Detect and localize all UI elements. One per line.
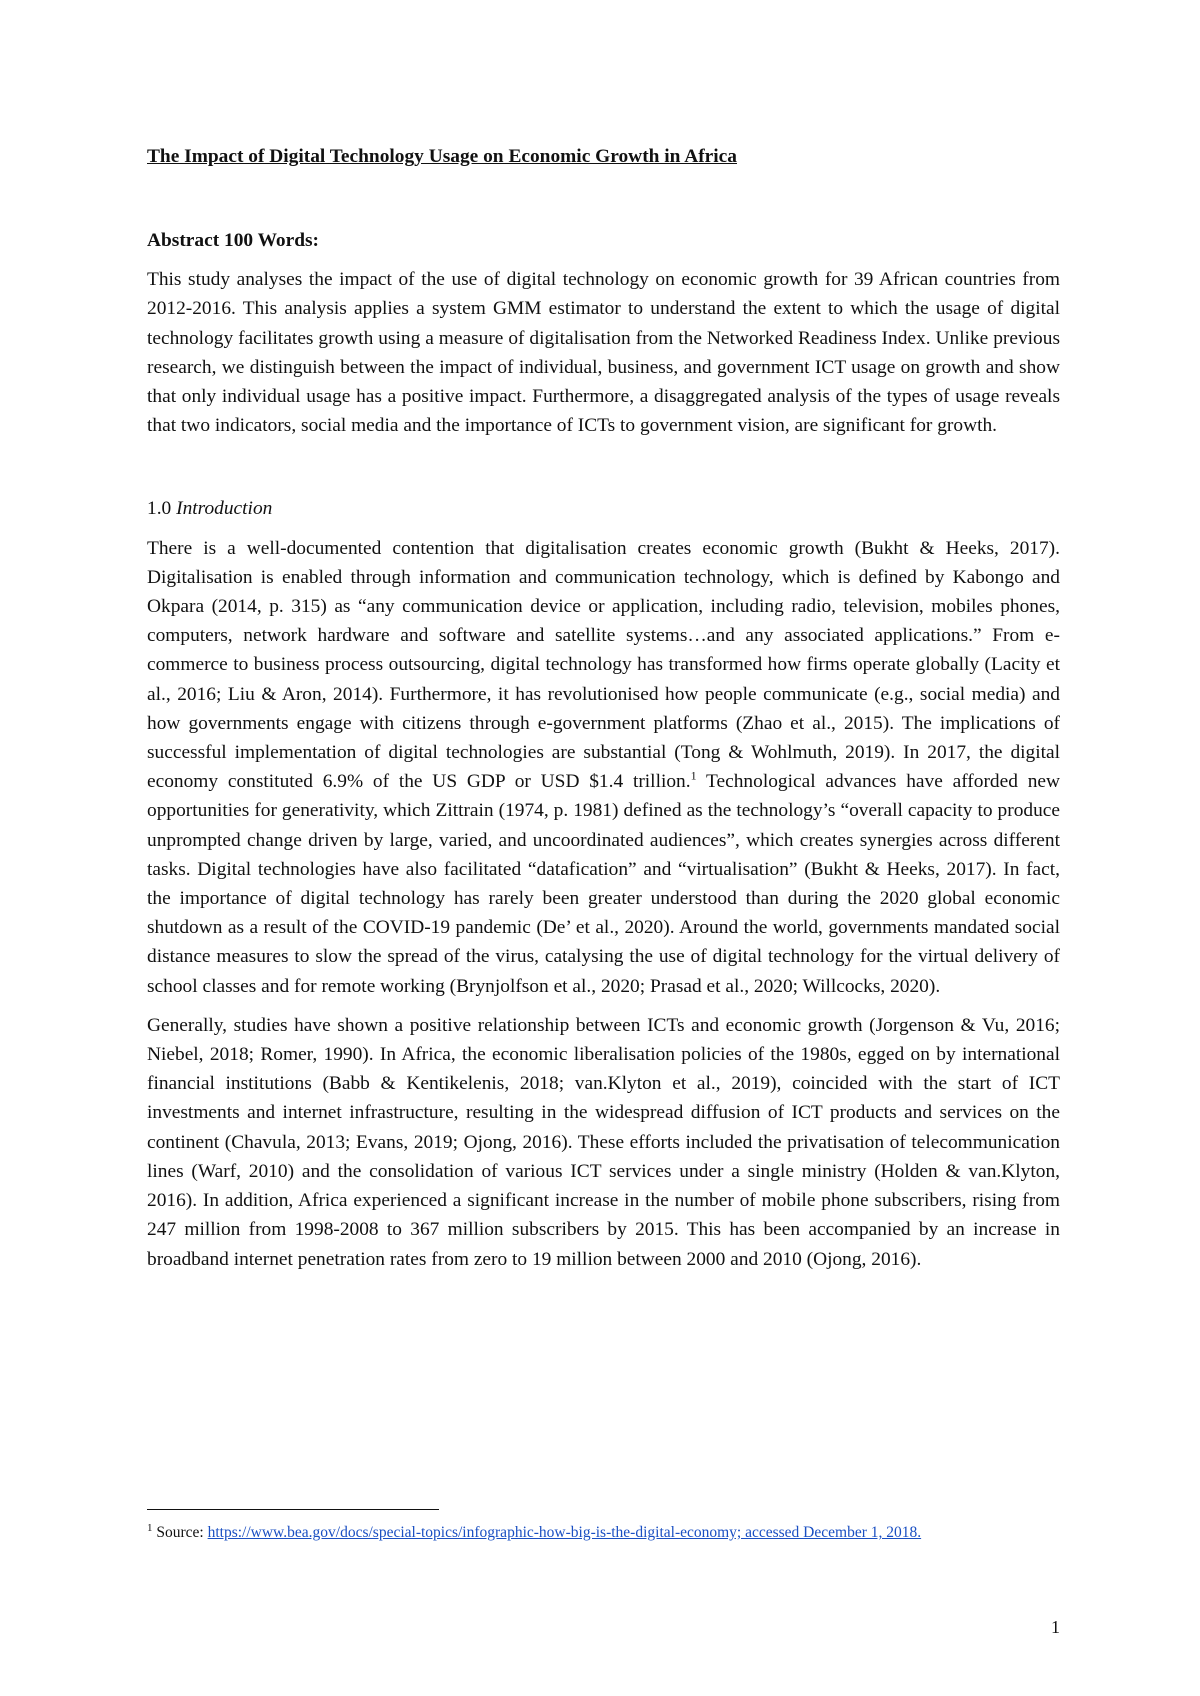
footnote-divider: [147, 1509, 439, 1510]
footnote-link[interactable]: https://www.bea.gov/docs/special-topics/infographic-how-big-is-the-digital-economy; accessed December 1, 2018.: [207, 1524, 922, 1541]
section-number: 1.0: [147, 498, 172, 520]
main-content: [147, 142, 1060, 1274]
abstract-paragraph: This study analyses the impact of the use of digital technology on economic growth for 39 African countries from 2012-2016. This analysis applies a system GMM estimator to understand the extent to which the usage of digital technology facilitates growth using a measure of digitalisation from the Networked Readiness Index. Unlike previous research, we distinguish between the impact of individual, business, and government ICT usage on growth and show that only individual usage has a positive impact. Furthermore, a disaggregated analysis of the types of usage reveals that two indicators, social media and the importance of ICTs to government vision, are significant for growth.: [147, 269, 1060, 437]
intro-paragraph-1: [147, 534, 1060, 1001]
footnote-reference[interactable]: 1: [690, 768, 697, 783]
page-number: 1: [1051, 1617, 1060, 1637]
abstract-heading: Abstract 100 Words:: [147, 230, 319, 251]
section-heading: [147, 494, 1060, 523]
section-title: Introduction: [176, 498, 273, 520]
intro-paragraph-1-part-a: There is a well-documented contention that digitalisation creates economic growth (Bukht & Heeks, 2017). Digitalisation is enabled through information and communication technology, which is defined by Kabongo and Okpara (2014, p. 315) as “any communication device or application, including radio, television, mobiles phones, computers, network hardware and software and satellite systems…and any associated applications.” From e-commerce to business process outsourcing, digital technology has transformed how firms operate globally (Lacity et al., 2016; Liu & Aron, 2014). Furthermore, it has revolutionised how people communicate (e.g., social media) and how governments engage with citizens through e-government platforms (Zhao et al., 2015). The implications of successful implementation of digital technologies are substantial (Tong & Wohlmuth, 2019). In 2017, the digital economy constituted 6.9% of the US GDP or USD $1.4 trillion.: [147, 537, 1060, 793]
intro-paragraph-1-part-b: Technological advances have afforded new opportunities for generativity, which Zittrain (1974, p. 1981) defined as the technology’s “overall capacity to produce unprompted change driven by large, varied, and uncoordinated audiences”, which creates synergies across different tasks. Digital technologies have also facilitated “datafication” and “virtualisation” (Bukht & Heeks, 2017). In fact, the importance of digital technology has rarely been greater understood than during the 2020 global economic shutdown as a result of the COVID-19 pandemic (De’ et al., 2020). Around the world, governments mandated social distance measures to slow the spread of the virus, catalysing the use of digital technology for the virtual delivery of school classes and for remote working (Brynjolfson et al., 2020; Prasad et al., 2020; Willcocks, 2020).: [147, 771, 1060, 997]
paper-title: The Impact of Digital Technology Usage on Economic Growth in Africa: [147, 146, 737, 167]
footnote: [147, 1522, 1060, 1544]
footnote-label: Source:: [152, 1524, 208, 1541]
footnote-marker: 1: [147, 1521, 153, 1534]
intro-paragraph-2: Generally, studies have shown a positive relationship between ICTs and economic growth (Jorgenson & Vu, 2016; Niebel, 2018; Romer, 1990). In Africa, the economic liberalisation policies of the 1980s, egged on by international financial institutions (Babb & Kentikelenis, 2018; van.Klyton et al., 2019), coincided with the start of ICT investments and internet infrastructure, resulting in the widespread diffusion of ICT products and services on the continent (Chavula, 2013; Evans, 2019; Ojong, 2016). These efforts included the privatisation of telecommunication lines (Warf, 2010) and the consolidation of various ICT services under a single ministry (Holden & van.Klyton, 2016). In addition, Africa experienced a significant increase in the number of mobile phone subscribers, rising from 247 million from 1998-2008 to 367 million subscribers by 2015. This has been accompanied by an increase in broadband internet penetration rates from zero to 19 million between 2000 and 2010 (Ojong, 2016).: [147, 1014, 1060, 1270]
